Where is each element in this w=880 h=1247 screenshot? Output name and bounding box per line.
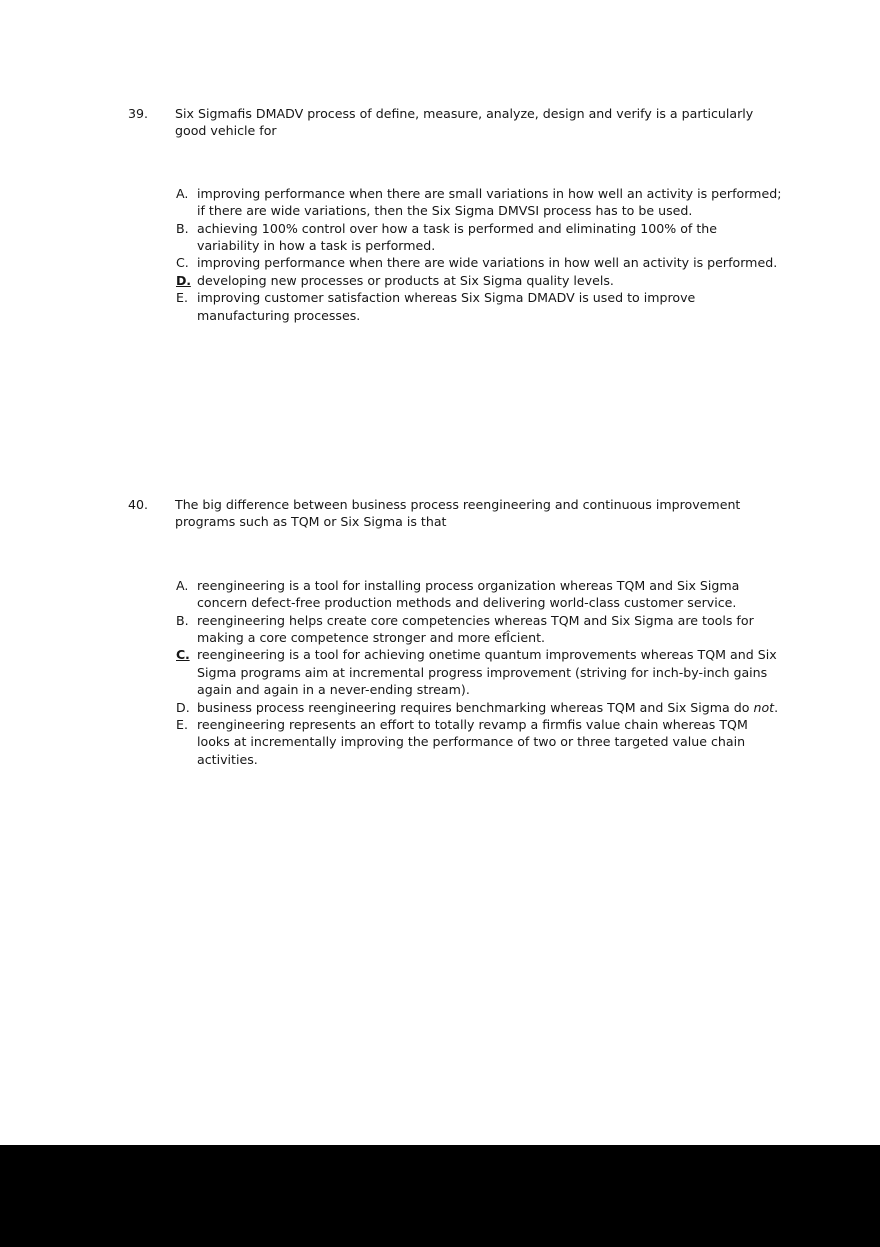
answer-option-e[interactable] xyxy=(0,289,880,324)
answer-options-list xyxy=(0,185,880,324)
question-number: 40. xyxy=(128,497,149,512)
option-letter-selected: D. xyxy=(176,272,191,288)
option-text: improving customer satisfaction whereas Six Sigma DMADV is used to improve manufacturing processes. xyxy=(197,290,696,323)
option-letter: A. xyxy=(176,577,189,593)
answer-option-b[interactable] xyxy=(0,612,880,647)
question-stem xyxy=(0,105,880,140)
option-text-emphasis: not xyxy=(753,699,775,715)
answer-option-b[interactable] xyxy=(0,220,880,255)
option-text-trail: . xyxy=(774,699,779,715)
answer-options-list xyxy=(0,577,880,768)
answer-option-c[interactable] xyxy=(0,646,880,698)
option-letter: A. xyxy=(176,185,189,201)
question-stem-text: Six Sigmafis DMADV process of define, measure, analyze, design and verify is a particularly good vehicle for xyxy=(175,106,754,139)
question-block-39 xyxy=(0,105,880,324)
question-stem-text: The big difference between business process reengineering and continuous improvement programs such as TQM or Six Sigma is that xyxy=(175,497,741,530)
question-stem xyxy=(0,496,880,531)
option-text: reengineering is a tool for achieving onetime quantum improvements whereas TQM and Six Sigma programs aim at incremental progress improvement (striving for inch-by-inch gains again and again in a never-ending stream). xyxy=(197,647,777,698)
option-letter: B. xyxy=(176,220,189,236)
answer-option-d[interactable] xyxy=(0,699,880,716)
option-letter: E. xyxy=(176,717,188,733)
footer-black-band xyxy=(0,1145,880,1247)
option-text-lead: business process reengineering requires benchmarking whereas TQM and Six Sigma do xyxy=(197,699,754,715)
answer-option-a[interactable] xyxy=(0,185,880,220)
option-letter: E. xyxy=(176,290,188,306)
option-text: improving performance when there are small variations in how well an activity is performed; if there are wide variations, then the Six Sigma DMVSI process has to be used. xyxy=(197,185,782,219)
option-letter: B. xyxy=(176,612,189,628)
answer-option-e[interactable] xyxy=(0,716,880,768)
option-text: reengineering is a tool for installing process organization whereas TQM and Six Sigma concern defect-free production methods and delivering world-class customer service. xyxy=(197,577,740,611)
option-text xyxy=(197,699,782,716)
option-letter: D. xyxy=(176,699,190,715)
option-letter-selected: C. xyxy=(176,647,190,663)
option-letter: C. xyxy=(176,255,189,271)
option-text: improving performance when there are wide variations in how well an activity is performed. xyxy=(197,255,778,271)
option-text: reengineering helps create core competencies whereas TQM and Six Sigma are tools for making a core competence stronger and more efÎcient. xyxy=(197,612,754,646)
question-block-40 xyxy=(0,496,880,768)
answer-option-a[interactable] xyxy=(0,577,880,612)
option-text: reengineering represents an effort to totally revamp a firmfis value chain whereas TQM looks at incrementally improving the performance of two or three targeted value chain activities. xyxy=(197,717,748,767)
option-text: achieving 100% control over how a task is performed and eliminating 100% of the variability in how a task is performed. xyxy=(197,220,718,254)
option-text: developing new processes or products at Six Sigma quality levels. xyxy=(197,272,614,288)
answer-option-d[interactable] xyxy=(0,272,880,289)
question-number: 39. xyxy=(128,106,149,121)
answer-option-c[interactable] xyxy=(0,254,880,271)
